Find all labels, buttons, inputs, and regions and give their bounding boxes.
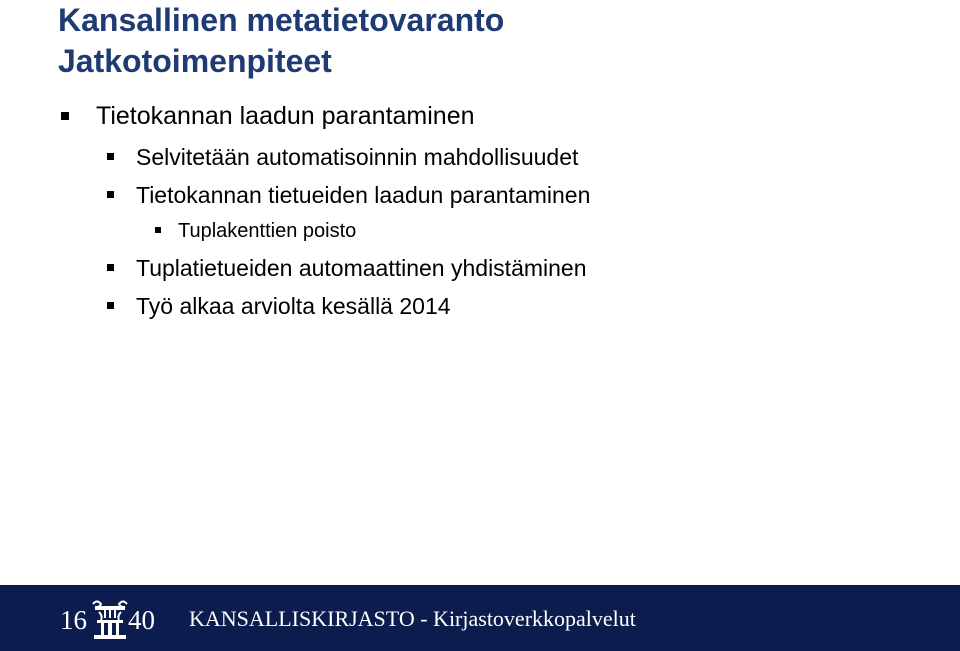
- square-bullet-icon: [107, 153, 114, 160]
- slide-title: [58, 0, 504, 82]
- square-bullet-icon: [155, 227, 161, 233]
- title-line-1: Kansallinen metatietovaranto: [58, 2, 505, 38]
- column-capital-icon: [91, 598, 129, 640]
- bullet-item: [178, 219, 356, 243]
- logo-year-left: 16: [60, 605, 87, 635]
- bullet-text: Tietokannan laadun parantaminen: [96, 102, 475, 130]
- footer-organization: KANSALLISKIRJASTO - Kirjastoverkkopalvelut: [189, 606, 636, 631]
- library-logo: [58, 595, 160, 643]
- bullet-text: Tietokannan tietueiden laadun parantaminen: [136, 182, 591, 208]
- bullet-item: [136, 143, 578, 171]
- bullet-text: Tuplakenttien poisto: [178, 220, 357, 242]
- square-bullet-icon: [107, 191, 114, 198]
- bullet-text: Selvitetään automatisoinnin mahdollisuudet: [136, 144, 579, 170]
- square-bullet-icon: [107, 264, 114, 271]
- bullet-item: [136, 254, 587, 282]
- bullet-text: Tuplatietueiden automaattinen yhdistäminen: [136, 255, 587, 281]
- logo-year-right: 40: [128, 605, 155, 635]
- bullet-text: Työ alkaa arviolta kesällä 2014: [136, 293, 451, 319]
- bullet-item: [136, 292, 451, 320]
- title-line-2: Jatkotoimenpiteet: [58, 43, 332, 79]
- square-bullet-icon: [107, 302, 114, 309]
- square-bullet-icon: [61, 112, 69, 120]
- bullet-item: [136, 181, 590, 209]
- footer-bar: [0, 585, 960, 651]
- bullet-item: [96, 101, 475, 131]
